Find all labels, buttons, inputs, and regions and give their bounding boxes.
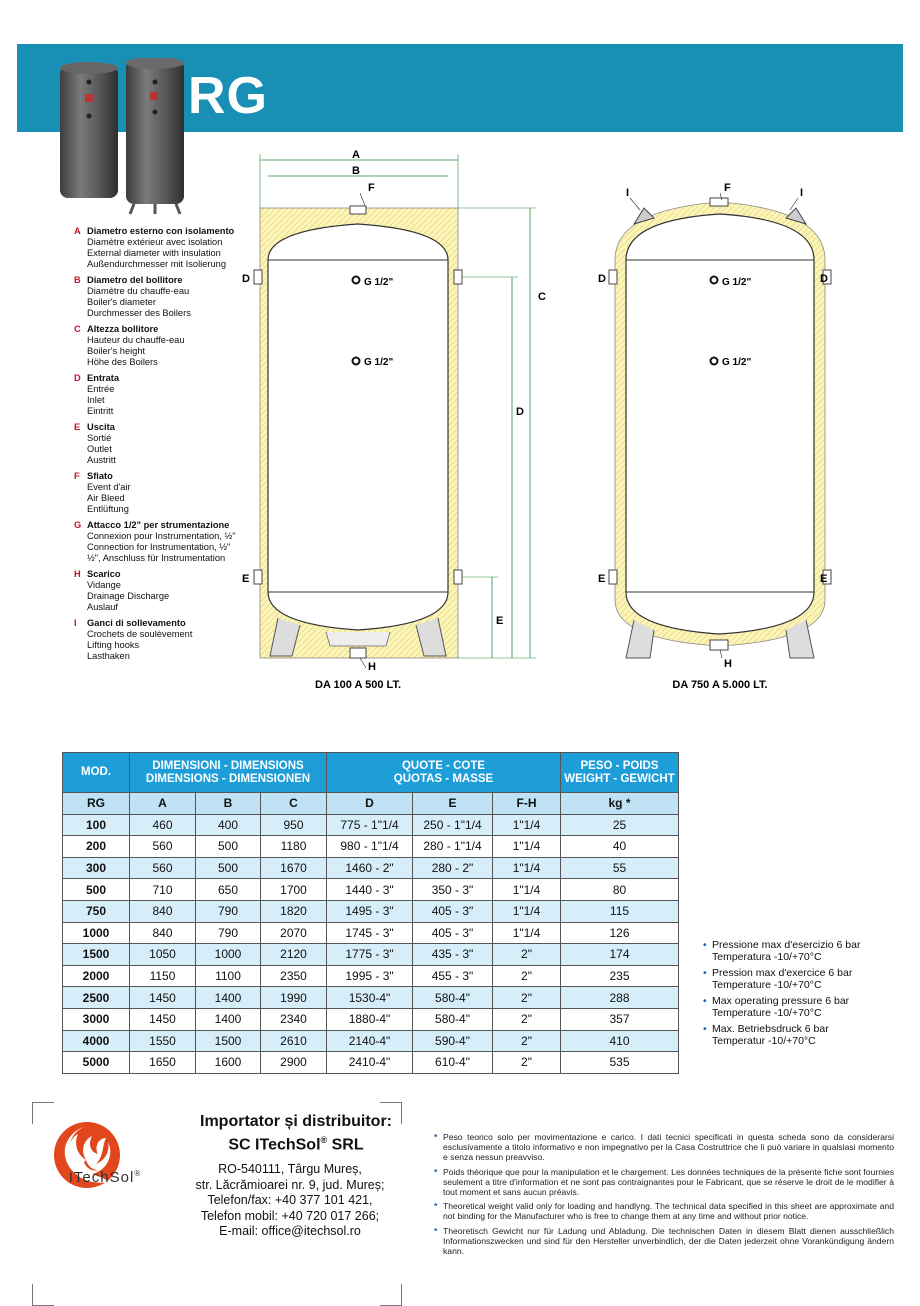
table-cell: 2"	[493, 987, 561, 1009]
legend-line: External diameter with insulation	[87, 248, 221, 258]
table-cell: 1100	[196, 965, 261, 987]
table-cell: 2"	[493, 944, 561, 966]
model-cell: 1500	[63, 944, 130, 966]
label-g-large-mid: G 1/2"	[722, 357, 752, 368]
table-cell: 840	[130, 900, 196, 922]
model-cell: 2000	[63, 965, 130, 987]
disclaimer-text: Theoretisch Gewicht nur für Ladung und Abladung. Die technischen Daten in diesem Blatt dienen ausschließlich Informationszwecken und sind für den Hersteller unverbindlich, der die Daten jederzeit ohne Vorankündigung ändern kann.	[443, 1225, 894, 1257]
table-row	[63, 900, 679, 922]
table-cell: 174	[561, 944, 679, 966]
legend-letter: E	[74, 422, 81, 432]
label-e-large-right: E	[820, 573, 828, 585]
disclaimer-item	[434, 1201, 894, 1221]
table-cell: 288	[561, 987, 679, 1009]
legend-line: Außendurchmesser mit Isolierung	[87, 259, 226, 269]
table-cell: 400	[196, 814, 261, 836]
table-cell: 126	[561, 922, 679, 944]
legend-line: Entrata	[87, 373, 120, 383]
model-cell: 500	[63, 879, 130, 901]
table-cell: 1995 - 3"	[327, 965, 413, 987]
legend-line: Auslauf	[87, 602, 119, 612]
legend-line: Entlüftung	[87, 504, 129, 514]
legend-line: Diamètre du chauffe-eau	[87, 286, 190, 296]
table-cell: 1700	[261, 879, 327, 901]
caption-large-tank: DA 750 A 5.000 LT.	[672, 679, 768, 691]
table-cell: 710	[130, 879, 196, 901]
table-cell: 1450	[130, 987, 196, 1009]
table-cell: 460	[130, 814, 196, 836]
table-cell: 950	[261, 814, 327, 836]
label-e-dim: E	[496, 615, 504, 627]
legend-line: Inlet	[87, 395, 105, 405]
tank-left	[60, 62, 118, 198]
header-mod: MOD.	[63, 753, 130, 793]
legend-line: Diamètre extérieur avec isolation	[87, 237, 223, 247]
table-cell: 1440 - 3"	[327, 879, 413, 901]
page-title: RG	[188, 67, 268, 125]
table-cell: 1650	[130, 1052, 196, 1074]
itechsol-logo-text: ITechSol®	[68, 1169, 142, 1186]
subheader-a: A	[130, 793, 196, 815]
label-i-right: I	[800, 187, 804, 199]
legend-line: Entrée	[87, 384, 115, 394]
table-cell: 1775 - 3"	[327, 944, 413, 966]
table-cell: 80	[561, 879, 679, 901]
table-subheader-row	[63, 793, 679, 815]
disclaimer-item	[434, 1132, 894, 1163]
drawing-large-tank	[598, 182, 831, 691]
legend-line: Lifting hooks	[87, 640, 140, 650]
table-cell: 1820	[261, 900, 327, 922]
table-cell: 840	[130, 922, 196, 944]
model-cell: 300	[63, 857, 130, 879]
disclaimer-text: Theoretical weight valid only for loading and handlyng. The technical data specified in this sheet are approximate and not binding for the Manufacturer who is free to change them at any time and without prior notice.	[443, 1201, 894, 1222]
legend-letter: I	[74, 618, 77, 628]
label-h-large: H	[724, 658, 732, 670]
subheader-fh: F-H	[493, 793, 561, 815]
label-h-small: H	[368, 661, 376, 673]
table-cell: 1880-4"	[327, 1008, 413, 1030]
technical-drawing	[230, 140, 870, 700]
table-row	[63, 965, 679, 987]
asterisk-icon: *	[434, 1132, 438, 1142]
label-f-small: F	[368, 182, 375, 194]
legend-line: Event d'air	[87, 482, 131, 492]
legend-line: Attacco 1/2" per strumentazione	[87, 520, 230, 530]
table-cell: 1450	[130, 1008, 196, 1030]
legend-line: Scarico	[87, 569, 121, 579]
table-cell: 790	[196, 900, 261, 922]
table-cell: 435 - 3"	[413, 944, 493, 966]
importer-title: Importator și distribuitor: SC ITechSol® SRL	[200, 1113, 392, 1154]
legend-line: Connection for Instrumentation, ½"	[87, 542, 231, 552]
disclaimers	[434, 1132, 894, 1260]
table-cell: 1460 - 2"	[327, 857, 413, 879]
table-cell: 1530-4"	[327, 987, 413, 1009]
legend-line: Hauteur du chauffe-eau	[87, 335, 185, 345]
asterisk-icon: *	[434, 1166, 438, 1177]
legend-letter: F	[74, 471, 80, 481]
label-e-large-left: E	[598, 573, 606, 585]
table-cell: 55	[561, 857, 679, 879]
asterisk-icon: *	[434, 1225, 438, 1236]
product-image	[56, 58, 188, 218]
header-weight: PESO - POIDS WEIGHT - GEWICHT	[561, 753, 679, 793]
table-cell: 40	[561, 836, 679, 858]
model-cell: 2500	[63, 987, 130, 1009]
legend-letter: B	[74, 275, 81, 285]
table-row	[63, 879, 679, 901]
table-cell: 250 - 1"1/4	[413, 814, 493, 836]
legend-line: Ganci di sollevamento	[87, 618, 186, 628]
table-cell: 2"	[493, 965, 561, 987]
caption-small-tank: DA 100 A 500 LT.	[315, 679, 401, 691]
note-line: Temperatura -10/+70°C	[712, 950, 822, 963]
table-cell: 115	[561, 900, 679, 922]
note-line: Temperature -10/+70°C	[712, 978, 822, 991]
table-cell: 1990	[261, 987, 327, 1009]
legend-line: Austritt	[87, 455, 116, 465]
legend-line: Connexion pour Instrumentation, ½"	[87, 531, 236, 541]
table-cell: 580-4"	[413, 1008, 493, 1030]
legend-line: ½", Anschluss für Instrumentation	[87, 553, 226, 563]
table-cell: 650	[196, 879, 261, 901]
table-row	[63, 1052, 679, 1074]
table-cell: 1495 - 3"	[327, 900, 413, 922]
pressure-notes	[703, 940, 903, 1052]
table-cell: 1670	[261, 857, 327, 879]
table-cell: 1"1/4	[493, 857, 561, 879]
legend-line: Durchmesser des Boilers	[87, 308, 191, 318]
table-cell: 280 - 2"	[413, 857, 493, 879]
legend-line: Vidange	[87, 580, 121, 590]
table-cell: 405 - 3"	[413, 900, 493, 922]
table-cell: 535	[561, 1052, 679, 1074]
table-cell: 2120	[261, 944, 327, 966]
disclaimer-item	[434, 1167, 894, 1198]
table-cell: 1"1/4	[493, 900, 561, 922]
legend-letter: H	[74, 569, 81, 579]
table-cell: 455 - 3"	[413, 965, 493, 987]
address-line: Telefon/fax: +40 377 101 421,	[207, 1193, 373, 1207]
address-line: str. Lăcrămioarei nr. 9, jud. Mureș;	[195, 1177, 385, 1192]
legend-line: Boiler's diameter	[87, 297, 156, 307]
table-cell: 2610	[261, 1030, 327, 1052]
note-item	[703, 996, 903, 1019]
address-line: Telefon mobil: +40 720 017 266;	[200, 1208, 380, 1223]
label-g-small-mid: G 1/2"	[364, 357, 394, 368]
table-cell: 560	[130, 836, 196, 858]
subheader-rg: RG	[63, 793, 130, 815]
label-a: A	[352, 149, 360, 161]
table-cell: 2410-4"	[327, 1052, 413, 1074]
note-line: • Pression max d'exercice 6 bar	[712, 967, 853, 979]
legend-letter: D	[74, 373, 81, 383]
table-cell: 410	[561, 1030, 679, 1052]
label-d-large-right: D	[820, 273, 828, 285]
table-cell: 580-4"	[413, 987, 493, 1009]
legend-letter: A	[74, 226, 81, 236]
tank-right	[126, 58, 184, 214]
table-cell: 405 - 3"	[413, 922, 493, 944]
drawing-small-tank	[242, 149, 546, 691]
subheader-d: D	[327, 793, 413, 815]
table-cell: 1600	[196, 1052, 261, 1074]
table-cell: 357	[561, 1008, 679, 1030]
address-line: E-mail: office@itechsol.ro	[219, 1224, 361, 1238]
legend-line: Höhe des Boilers	[87, 357, 158, 367]
note-line: • Pressione max d'esercizio 6 bar	[712, 939, 861, 951]
legend-line: Air Bleed	[87, 493, 125, 503]
table-cell: 1400	[196, 1008, 261, 1030]
table-cell: 590-4"	[413, 1030, 493, 1052]
table-cell: 560	[130, 857, 196, 879]
subheader-c: C	[261, 793, 327, 815]
importer-address	[170, 1162, 410, 1240]
asterisk-icon: *	[434, 1201, 438, 1212]
subheader-kg: kg *	[561, 793, 679, 815]
subheader-b: B	[196, 793, 261, 815]
table-cell: 1"1/4	[493, 879, 561, 901]
table-cell: 1500	[196, 1030, 261, 1052]
table-cell: 2340	[261, 1008, 327, 1030]
table-row	[63, 944, 679, 966]
disclaimer-item	[434, 1226, 894, 1257]
subheader-e: E	[413, 793, 493, 815]
table-row	[63, 1030, 679, 1052]
table-row	[63, 857, 679, 879]
address-line: RO-540111, Târgu Mureș,	[218, 1162, 362, 1176]
legend-letter: G	[74, 520, 82, 530]
legend-line: Crochets de soulèvement	[87, 629, 193, 639]
label-b: B	[352, 165, 360, 177]
table-cell: 790	[196, 922, 261, 944]
header-quotas: QUOTE - COTE QUOTAS - MASSE	[327, 753, 561, 793]
model-cell: 3000	[63, 1008, 130, 1030]
table-cell: 1"1/4	[493, 836, 561, 858]
disclaimer-text: Poids théorique que pour la manipulation et le chargement. Les données techniques de la présente fiche sont fournies seulement a titre d'information et ne sont pas contraignantes pour le Fabricant, que se réserve le droit de le modifier à tout moment et sans aucun préavis.	[443, 1166, 894, 1198]
table-cell: 500	[196, 857, 261, 879]
label-g-large-top: G 1/2"	[722, 277, 752, 288]
table-cell: 2070	[261, 922, 327, 944]
model-cell: 4000	[63, 1030, 130, 1052]
legend-line: Lasthaken	[87, 651, 130, 661]
label-e-small-left: E	[242, 573, 250, 585]
table-cell: 1"1/4	[493, 814, 561, 836]
table-cell: 2"	[493, 1052, 561, 1074]
legend-line: Boiler's height	[87, 346, 146, 356]
table-cell: 1400	[196, 987, 261, 1009]
table-cell: 25	[561, 814, 679, 836]
table-cell: 775 - 1"1/4	[327, 814, 413, 836]
importer-block	[32, 1102, 402, 1306]
legend-line: Sortié	[87, 433, 112, 443]
table-cell: 1550	[130, 1030, 196, 1052]
table-cell: 500	[196, 836, 261, 858]
table-row	[63, 836, 679, 858]
label-g-small-top: G 1/2"	[364, 277, 394, 288]
table-cell: 1745 - 3"	[327, 922, 413, 944]
table-row	[63, 814, 679, 836]
model-cell: 5000	[63, 1052, 130, 1074]
note-line: Temperature -10/+70°C	[712, 1006, 822, 1019]
note-line: Temperatur -10/+70°C	[712, 1034, 816, 1047]
table-row	[63, 922, 679, 944]
note-line: • Max. Betriebsdruck 6 bar	[712, 1023, 829, 1035]
table-row	[63, 1008, 679, 1030]
legend-line: Sfiato	[87, 471, 113, 481]
table-cell: 1050	[130, 944, 196, 966]
header-dimensions: DIMENSIONI - DIMENSIONS DIMENSIONS - DIMENSIONEN	[130, 753, 327, 793]
table-cell: 2350	[261, 965, 327, 987]
table-cell: 235	[561, 965, 679, 987]
label-d-large-left: D	[598, 273, 606, 285]
model-cell: 100	[63, 814, 130, 836]
table-cell: 610-4"	[413, 1052, 493, 1074]
table-cell: 280 - 1"1/4	[413, 836, 493, 858]
disclaimer-text: Peso teorico solo per movimentazione e carico. I dati tecnici specificati in questa scheda sono da considerarsi esclusivamente a titolo informativo e non impegnativo per la Casa Costruttrice che li può variare in qualsiasi momento e senza nessun preavviso.	[443, 1132, 894, 1163]
label-f-large: F	[724, 182, 731, 194]
table-cell: 980 - 1"1/4	[327, 836, 413, 858]
note-item	[703, 1024, 903, 1047]
table-cell: 1"1/4	[493, 922, 561, 944]
model-cell: 750	[63, 900, 130, 922]
legend-line: Altezza bollitore	[87, 324, 159, 334]
label-i-left: I	[626, 187, 630, 199]
label-d-small-left: D	[242, 273, 250, 285]
legend-line: Diametro del bollitore	[87, 275, 183, 285]
table-cell: 2900	[261, 1052, 327, 1074]
note-line: • Max operating pressure 6 bar	[712, 995, 850, 1007]
model-cell: 1000	[63, 922, 130, 944]
note-item	[703, 940, 903, 963]
model-cell: 200	[63, 836, 130, 858]
legend-line: Eintritt	[87, 406, 114, 416]
table-cell: 1150	[130, 965, 196, 987]
label-d-dim: D	[516, 406, 524, 418]
legend-letter: C	[74, 324, 81, 334]
table-cell: 2"	[493, 1008, 561, 1030]
table-cell: 1000	[196, 944, 261, 966]
table-cell: 1180	[261, 836, 327, 858]
legend-line: Diametro esterno con isolamento	[87, 226, 235, 236]
legend-line: Uscita	[87, 422, 115, 432]
legend-line: Outlet	[87, 444, 112, 454]
table-cell: 2140-4"	[327, 1030, 413, 1052]
specifications-table	[62, 752, 679, 1074]
note-item	[703, 968, 903, 991]
table-cell: 350 - 3"	[413, 879, 493, 901]
table-row	[63, 987, 679, 1009]
label-c: C	[538, 291, 546, 303]
table-cell: 2"	[493, 1030, 561, 1052]
legend-line: Drainage Discharge	[87, 591, 170, 601]
